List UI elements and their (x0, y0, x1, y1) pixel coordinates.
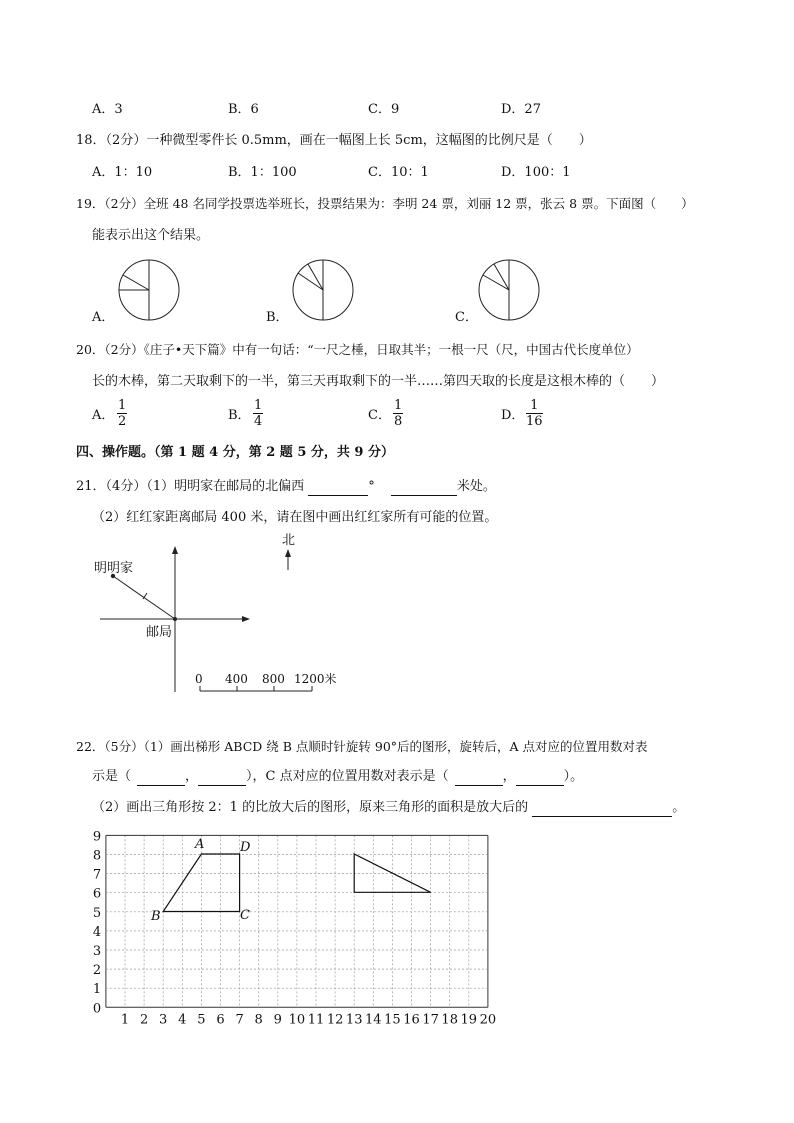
x-tick-label: 4 (178, 1012, 187, 1028)
q20-option-a-label: A． (92, 408, 115, 423)
scale-label-400: 400 (225, 672, 248, 686)
q18-stem: 18．（2分）一种微型零件长 0.5mm，画在一幅图上长 5cm，这幅图的比例尺是（ ） (76, 133, 592, 148)
x-tick-label: 18 (441, 1012, 458, 1028)
y-tick-label: 2 (92, 963, 102, 979)
x-tick-label: 2 (139, 1012, 149, 1028)
q21-part2: （2）红红家距离邮局 400 米，请在图中画出红红家所有可能的位置。 (92, 510, 498, 525)
scale-label-0: 0 (195, 672, 203, 686)
q21-degree: ° (368, 479, 375, 494)
q20-option-b-label: B． (228, 408, 251, 423)
q22-line2-b: ），C 点对应的位置用数对表示是（ (246, 769, 449, 784)
north-label: 北 (282, 533, 296, 548)
q18-option-b: B．1：100 (228, 165, 297, 180)
q18-option-c: C．10：1 (368, 165, 429, 180)
x-tick-label: 1 (120, 1012, 130, 1028)
x-tick-label: 19 (460, 1012, 478, 1028)
scale-label-1200: 1200米 (294, 672, 337, 686)
q19-stem-line1: 19．（2分）全班 48 名同学投票选举班长，投票结果为：李明 24 票，刘丽 12 票，张云 8 票。下面图（ ） (76, 196, 694, 211)
q22-line2-c: ）。 (563, 769, 584, 784)
x-tick-label: 20 (479, 1012, 497, 1028)
y-tick-label: 9 (92, 829, 102, 845)
q20-option-d-den: 16 (526, 414, 543, 429)
q18-option-d: D．100：1 (501, 165, 571, 180)
q19-stem-line2: 能表示出这个结果。 (92, 228, 210, 243)
q22-line1: 22．（5分）（1）画出梯形 ABCD 绕 B 点顺时针旋转 90°后的图形，旋转后，A 点对应的位置用数对表 (76, 739, 648, 754)
x-tick-label: 8 (254, 1012, 263, 1028)
q22-part2-end: 。 (672, 800, 686, 815)
q20-stem-line2: 长的木棒，第二天取剩下的一半，第三天再取剩下的一半……第四天取的长度是这根木棒的（ ） (92, 374, 665, 389)
q20-option-c-label: C． (368, 408, 391, 423)
y-tick-label: 8 (92, 848, 102, 864)
q17-option-d: D．27 (501, 102, 541, 117)
q22-part2-text: （2）画出三角形按 2：1 的比放大后的图形，原来三角形的面积是放大后的 (92, 800, 529, 815)
home-label: 明明家 (94, 561, 134, 576)
q19-option-a: A． (92, 310, 115, 325)
x-tick-label: 10 (288, 1012, 306, 1028)
x-tick-label: 16 (403, 1012, 420, 1028)
post-office-label: 邮局 (146, 625, 173, 640)
label-B: B (151, 909, 161, 924)
q20-option-c-num: 1 (394, 398, 403, 413)
q22-line2-a: 示是（ (92, 769, 132, 784)
x-tick-label: 9 (273, 1012, 282, 1028)
trapezoid-abcd (163, 854, 239, 912)
x-tick-label: 11 (307, 1012, 325, 1028)
x-tick-label: 3 (159, 1012, 168, 1028)
x-tick-label: 6 (216, 1012, 225, 1028)
x-tick-label: 7 (235, 1012, 244, 1028)
label-D: D (240, 840, 251, 855)
y-tick-label: 6 (92, 886, 102, 902)
q22-comma-1: ， (185, 769, 199, 784)
q20-option-d-label: D． (501, 408, 525, 423)
q17-option-a: A．3 (92, 102, 123, 117)
q20-option-b-den: 4 (254, 414, 263, 429)
label-C: C (240, 908, 250, 923)
scale-label-800: 800 (262, 672, 285, 686)
x-tick-label: 5 (197, 1012, 206, 1028)
x-tick-label: 14 (365, 1012, 382, 1028)
q17-option-c: C．9 (368, 102, 400, 117)
q19-option-b: B． (266, 310, 289, 325)
q20-option-b-num: 1 (254, 398, 263, 413)
label-A: A (195, 837, 205, 852)
q20-stem-line1: 20．（2分）《庄子•天下篇》中有一句话：“一尺之棰，日取其半；一根一尺（尺，中国古代长度单位） (76, 342, 639, 357)
q21-stem-b: 米处。 (456, 479, 496, 494)
q20-option-d-num: 1 (526, 398, 543, 414)
q20-option-a-num: 1 (118, 398, 127, 413)
q19-option-c: C． (455, 310, 478, 325)
y-tick-label: 5 (92, 905, 102, 921)
q20-option-c-den: 8 (394, 414, 403, 429)
y-tick-label: 4 (92, 924, 102, 940)
q18-option-a: A．1：10 (92, 165, 153, 180)
y-tick-label: 1 (92, 982, 102, 998)
y-tick-label: 3 (92, 944, 102, 959)
section-4-heading: 四、操作题。（第 1 题 4 分，第 2 题 5 分，共 9 分） (76, 445, 394, 460)
q17-option-b: B．6 (228, 102, 259, 117)
y-tick-label: 0 (92, 1001, 102, 1017)
q20-option-a-den: 2 (118, 414, 127, 429)
x-tick-label: 17 (422, 1012, 439, 1028)
x-tick-label: 12 (326, 1012, 344, 1028)
y-tick-label: 7 (92, 867, 102, 883)
x-tick-label: 15 (384, 1012, 401, 1028)
q21-stem-a: 21．（4分）（1）明明家在邮局的北偏西 (76, 479, 305, 494)
q22-comma-2: ， (502, 769, 516, 784)
x-tick-label: 13 (345, 1012, 363, 1028)
